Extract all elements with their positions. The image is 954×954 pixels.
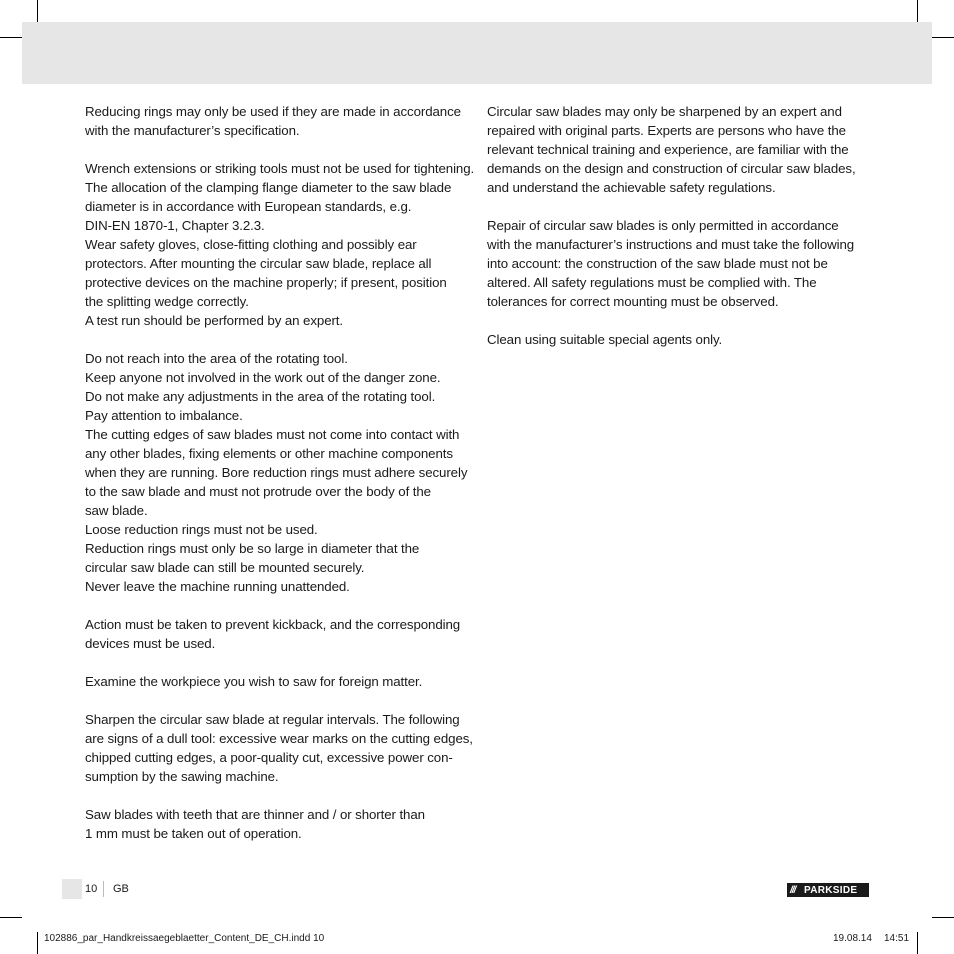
text-line: 1 mm must be taken out of operation. [85,826,302,841]
text-line: circular saw blade can still be mounted securely. [85,560,365,575]
paragraph-spacer [487,197,871,216]
text-line: the splitting wedge correctly. [85,294,249,309]
text-line: A test run should be performed by an expert. [85,313,343,328]
print-slug-filename: 102886_par_Handkreissaegeblaetter_Content_DE_CH.indd 10 [44,933,325,944]
text-line: The cutting edges of saw blades must not come into contact with [85,427,460,442]
right-text-column [487,102,871,349]
header-band [22,22,932,84]
left-text-column [85,102,475,843]
text-line: Do not reach into the area of the rotating tool. [85,351,348,366]
text-line: Keep anyone not involved in the work out of the danger zone. [85,370,441,385]
crop-mark [0,37,22,38]
text-line: Circular saw blades may only be sharpened by an expert and [487,104,842,119]
text-line: tolerances for correct mounting must be observed. [487,294,779,309]
brand-logo [787,883,869,897]
text-line: repaired with original parts. Experts are persons who have the [487,123,846,138]
language-code: GB [113,883,129,895]
print-slug-date: 19.08.14 [833,933,872,944]
text-line: with the manufacturer’s instructions and must take the following [487,237,855,252]
text-line: Do not make any adjustments in the area of the rotating tool. [85,389,436,404]
brand-stripes-icon: /// [790,884,796,896]
paragraph-spacer [85,653,469,672]
crop-mark [37,0,38,22]
text-line: protective devices on the machine properly; if present, position [85,275,447,290]
crop-mark [932,917,954,918]
text-line: The allocation of the clamping flange diameter to the saw blade [85,180,452,195]
page-number: 10 [85,881,104,897]
text-line: to the saw blade and must not protrude over the body of the [85,484,431,499]
text-line: Examine the workpiece you wish to saw for foreign matter. [85,674,423,689]
text-line: altered. All safety regulations must be complied with. The [487,275,817,290]
text-line: Repair of circular saw blades is only permitted in accordance [487,218,839,233]
text-line: Sharpen the circular saw blade at regular intervals. The following [85,712,460,727]
text-line: DIN-EN 1870-1, Chapter 3.2.3. [85,218,265,233]
crop-mark [37,932,38,954]
paragraph-spacer [85,330,469,349]
text-line: devices must be used. [85,636,216,651]
text-line: are signs of a dull tool: excessive wear marks on the cutting edges, [85,731,473,746]
page-tab-marker [62,879,82,899]
text-line: Reduction rings must only be so large in diameter that the [85,541,420,556]
text-line: Never leave the machine running unattended. [85,579,350,594]
text-line: protectors. After mounting the circular saw blade, replace all [85,256,432,271]
text-line: chipped cutting edges, a poor-quality cut, excessive power con- [85,750,453,765]
text-line: when they are running. Bore reduction rings must adhere securely [85,465,468,480]
text-line: into account: the construction of the saw blade must not be [487,256,828,271]
text-line: Action must be taken to prevent kickback, and the corresponding [85,617,461,632]
crop-mark [932,37,954,38]
text-line: diameter is in accordance with European standards, e.g. [85,199,412,214]
text-line: Saw blades with teeth that are thinner and / or shorter than [85,807,425,822]
text-line: with the manufacturer’s specification. [85,123,300,138]
paragraph-spacer [85,691,469,710]
text-line: Loose reduction rings must not be used. [85,522,318,537]
print-slug-time: 14:51 [884,933,910,944]
text-line: any other blades, fixing elements or other machine components [85,446,453,461]
paragraph-spacer [487,311,871,330]
text-line: relevant technical training and experience, are familiar with the [487,142,849,157]
crop-mark [917,0,918,22]
text-line: saw blade. [85,503,148,518]
crop-mark [917,932,918,954]
text-line: sumption by the sawing machine. [85,769,279,784]
text-line: Clean using suitable special agents only. [487,332,723,347]
paragraph-spacer [85,596,469,615]
crop-mark [0,917,22,918]
paragraph-spacer [85,140,469,159]
paragraph-spacer [85,786,469,805]
text-line: and understand the achievable safety regulations. [487,180,776,195]
text-line: Wrench extensions or striking tools must not be used for tightening. [85,161,475,176]
text-line: Wear safety gloves, close-fitting clothing and possibly ear [85,237,417,252]
text-line: Reducing rings may only be used if they are made in accordance [85,104,461,119]
text-line: demands on the design and construction of circular saw blades, [487,161,856,176]
text-line: Pay attention to imbalance. [85,408,243,423]
brand-name: PARKSIDE [804,884,858,896]
